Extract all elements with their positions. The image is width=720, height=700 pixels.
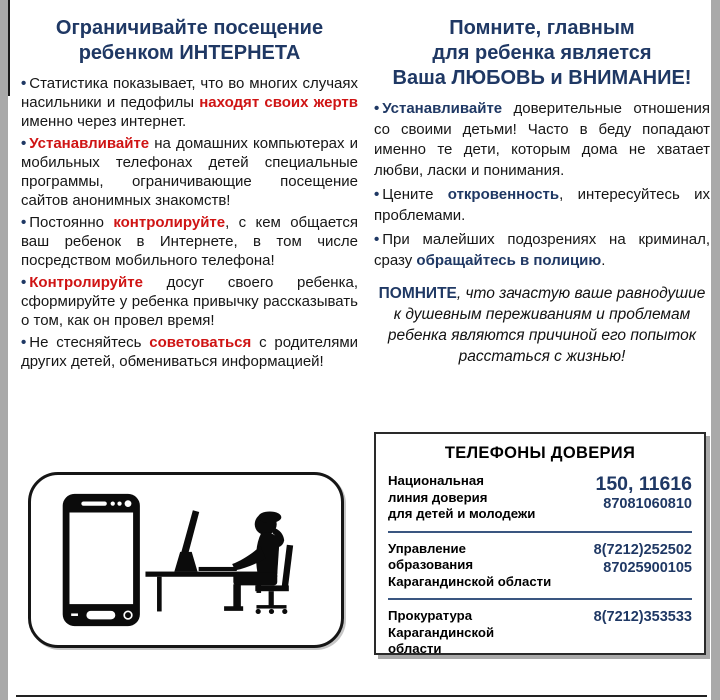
advice-tip	[374, 185, 710, 226]
advice-tip	[374, 230, 710, 271]
advice-tip	[374, 99, 710, 181]
bullet-icon: •	[21, 75, 27, 92]
hotline-label-line: области	[388, 641, 442, 656]
tip-text: досуг своего ребенка, сформируйте у ребенка привычку рассказывать о том, как он провел время!	[21, 274, 358, 329]
hotline-phone-number: 150, 11616	[595, 473, 692, 495]
left-column-title	[21, 16, 358, 66]
scan-edge-right	[711, 0, 720, 700]
bullet-icon: •	[374, 231, 380, 248]
tip-emphasis: Устанавливайте	[29, 135, 150, 152]
tip-text: , интересуйтесь их проблемами.	[374, 186, 711, 224]
tip-text: При малейших подозрениях на криминал, сразу	[374, 231, 710, 269]
hotline-numbers	[594, 608, 692, 626]
bullet-icon: •	[21, 334, 27, 351]
scan-artifact-line	[8, 0, 10, 96]
tip-emphasis: Контролируйте	[29, 274, 143, 291]
illustration-box	[28, 472, 344, 648]
scan-artifact-bottom-line	[16, 695, 707, 697]
title-line: Ограничивайте посещение	[55, 17, 324, 39]
hotline-box	[374, 432, 706, 655]
tip-text: .	[601, 251, 606, 269]
scan-edge-left	[0, 0, 8, 700]
hotline-divider	[388, 531, 692, 533]
bullet-icon: •	[21, 214, 27, 231]
tip-emphasis: советоваться	[149, 334, 252, 351]
tip-text: Цените	[382, 186, 448, 203]
reminder-note	[378, 283, 706, 367]
safety-tip	[21, 74, 358, 131]
bullet-icon: •	[21, 135, 27, 152]
hotline-label-line: линия доверия	[388, 489, 488, 505]
tip-text: на домашних компьютерах и мобильных телефонах детей специальные программы, ограничивающие посещение сайтов анонимных знакомств!	[21, 135, 358, 209]
hotline-label-line: образования	[388, 557, 474, 572]
hotline-label-line: для детей и молодежи	[388, 506, 536, 521]
hotline-label-line: Управление	[388, 540, 466, 556]
tip-emphasis: обращайтесь в полицию	[416, 251, 602, 269]
hotline-row	[388, 473, 692, 523]
tip-text: доверительные отношения со своими детьми! Часто в беду попадают именно те дети, которым дома не хватает любви, ласки и понимания.	[374, 100, 710, 179]
hotline-label-line: Карагандинской	[388, 624, 495, 640]
right-column	[374, 14, 710, 367]
bullet-icon: •	[21, 274, 27, 291]
hotline-divider	[388, 598, 692, 600]
title-line: Помните, главным	[449, 17, 635, 39]
right-column-title	[374, 16, 710, 91]
smartphone-icon	[61, 484, 142, 636]
tip-text: Постоянно	[29, 214, 114, 231]
tip-text: Статистика показывает, что во многих случаях насильники и педофилы	[21, 75, 358, 111]
tip-emphasis: контролируйте	[113, 214, 226, 231]
title-line: для ребенка является	[432, 42, 652, 64]
hotline-phone-number: 8(7212)252502	[593, 541, 692, 558]
reminder-text: , что зачастую ваше равнодушие к душевным переживаниям и проблемам ребенка являются причиной его попыток расстаться с жизнью!	[387, 285, 706, 365]
tip-text: Не стесняйтесь	[29, 334, 150, 351]
hotline-row	[388, 541, 692, 591]
hotline-label-line: Карагандинской области	[388, 573, 552, 589]
hotline-label	[388, 473, 535, 523]
reminder-emphasis: ПОМНИТЕ	[378, 285, 457, 302]
tip-emphasis: откровенность	[447, 186, 560, 203]
hotline-label-line: Прокуратура	[388, 608, 473, 623]
safety-tip	[21, 333, 358, 371]
tip-emphasis: Устанавливайте	[382, 100, 503, 117]
tip-text: с родителями других детей, обмениваться информацией!	[21, 334, 359, 370]
hotline-label	[388, 541, 551, 591]
safety-tip	[21, 134, 358, 210]
tip-text: , с кем общается ваш ребенок в Интернете, в том числе посредством мобильного телефона!	[21, 214, 358, 269]
hotline-label-line: Национальная	[388, 473, 484, 488]
safety-tip	[21, 273, 358, 330]
bullet-icon: •	[374, 186, 380, 203]
hotline-numbers	[595, 473, 692, 513]
hotline-numbers	[594, 541, 692, 577]
hotline-phone-number: 87081060810	[603, 496, 692, 512]
title-line: ребенком ИНТЕРНЕТА	[78, 42, 301, 64]
left-column	[21, 14, 358, 374]
hotline-row	[388, 608, 692, 658]
child-at-computer-silhouette-icon	[142, 487, 315, 633]
hotline-phone-number: 87025900105	[603, 559, 692, 576]
title-line: Ваша ЛЮБОВЬ и ВНИМАНИЕ!	[392, 67, 692, 89]
hotline-phone-number: 8(7212)353533	[593, 609, 692, 625]
hotline-box-title: ТЕЛЕФОНЫ ДОВЕРИЯ	[444, 444, 636, 462]
tip-emphasis: находят своих жертв	[199, 94, 358, 111]
tip-text: именно через интернет.	[21, 113, 187, 130]
bullet-icon: •	[374, 100, 380, 117]
safety-tip	[21, 213, 358, 270]
hotline-label	[388, 608, 494, 658]
